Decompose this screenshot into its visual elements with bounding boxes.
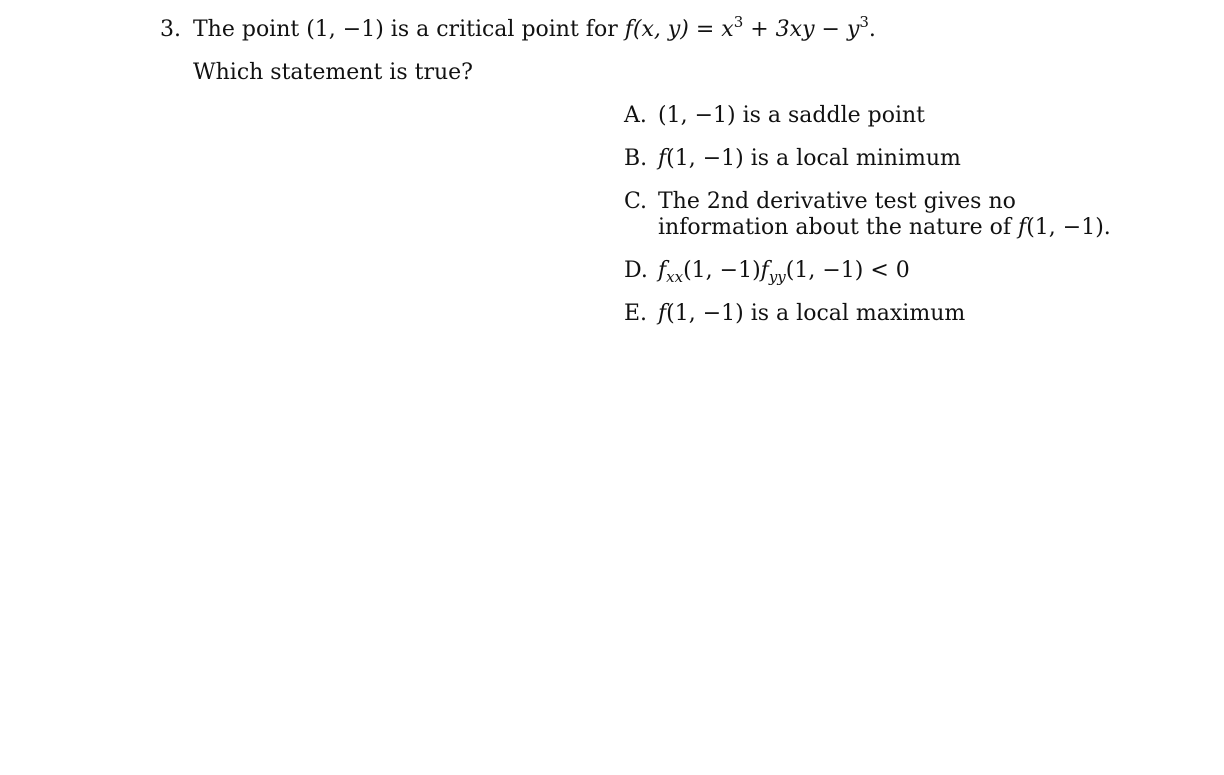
choice-letter: D.	[624, 258, 648, 283]
function-mid: + 3xy −	[743, 17, 847, 42]
choice-text: f(1, −1) is a local minimum	[658, 146, 961, 171]
choice-b[interactable]	[624, 146, 1111, 172]
function-term2: $y^3$	[846, 13, 869, 42]
choice-text	[658, 189, 1111, 241]
choice-letter: A.	[624, 103, 647, 128]
choice-text-line1: The 2nd derivative test gives no	[658, 189, 1016, 214]
question-prompt: Which statement is true?	[193, 60, 473, 85]
answer-choices	[624, 103, 1111, 327]
function-lhs: f(x, y) =	[624, 17, 722, 42]
choice-letter: C.	[624, 189, 648, 214]
choice-text: (1, −1) is a saddle point	[658, 103, 925, 128]
question-number: 3.	[160, 17, 181, 42]
choice-letter: E.	[624, 301, 648, 326]
choice-text: f(1, −1) is a local maximum	[658, 301, 966, 326]
question-stem	[193, 13, 876, 43]
choice-c[interactable]	[624, 189, 1111, 241]
choice-d[interactable]	[624, 258, 1111, 284]
function-term1: $x^3$	[721, 13, 744, 42]
choice-letter: B.	[624, 146, 648, 171]
choice-a[interactable]	[624, 103, 1111, 129]
stem-prefix: The point (1, −1) is a critical point for	[193, 17, 618, 42]
choice-text: $f_{xx}(1$, $-1)f_{yy}(1$, −1) < 0	[658, 258, 910, 286]
choice-text-line2: information about the nature of f(1, −1).	[658, 215, 1111, 240]
choice-e[interactable]	[624, 301, 1111, 327]
function-end: .	[868, 17, 876, 42]
